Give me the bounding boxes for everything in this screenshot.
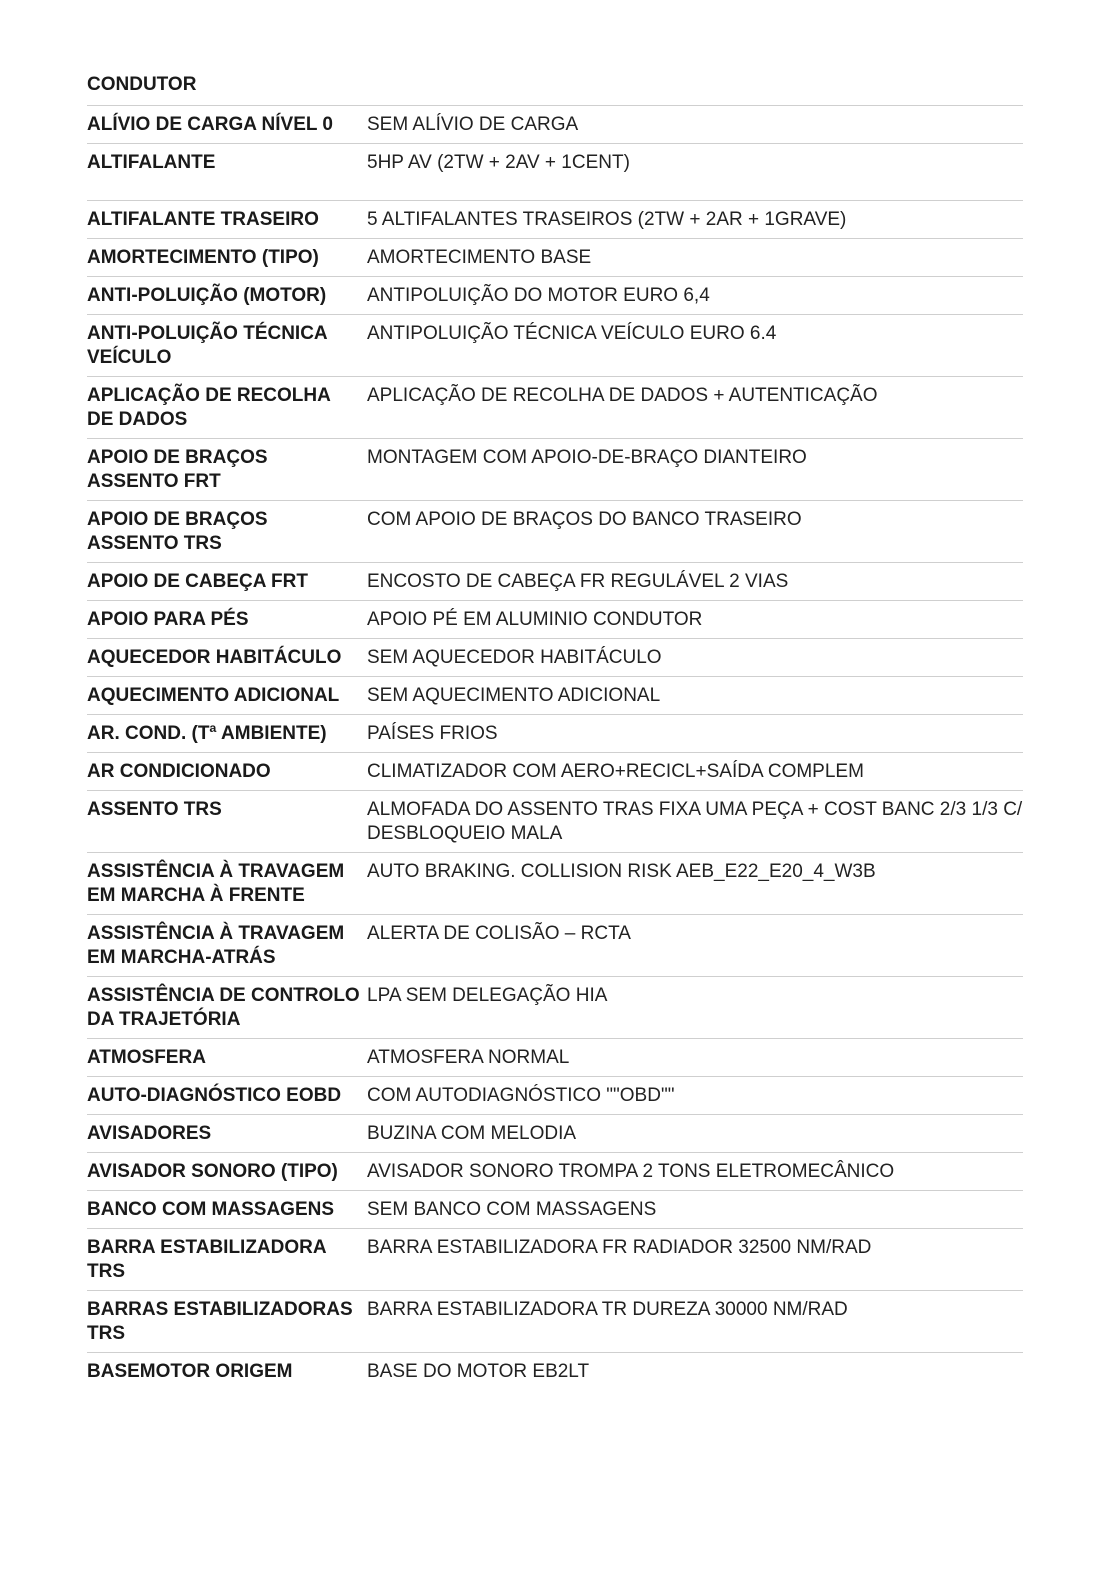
spec-value: PAÍSES FRIOS bbox=[367, 715, 1023, 753]
spec-row bbox=[87, 1153, 1023, 1191]
spec-row bbox=[87, 1039, 1023, 1077]
spec-value: APLICAÇÃO DE RECOLHA DE DADOS + AUTENTICAÇÃO bbox=[367, 377, 1023, 439]
spec-row bbox=[87, 563, 1023, 601]
spec-label: APOIO DE BRAÇOS ASSENTO TRS bbox=[87, 501, 367, 563]
spec-row bbox=[87, 677, 1023, 715]
spec-value: ENCOSTO DE CABEÇA FR REGULÁVEL 2 VIAS bbox=[367, 563, 1023, 601]
spec-row bbox=[87, 853, 1023, 915]
spec-row bbox=[87, 601, 1023, 639]
spec-row bbox=[87, 915, 1023, 977]
spec-value: ATMOSFERA NORMAL bbox=[367, 1039, 1023, 1077]
spec-row bbox=[87, 1291, 1023, 1353]
spec-label: BANCO COM MASSAGENS bbox=[87, 1191, 367, 1229]
spec-label: AUTO-DIAGNÓSTICO EOBD bbox=[87, 1077, 367, 1115]
spec-label: ATMOSFERA bbox=[87, 1039, 367, 1077]
spec-row bbox=[87, 277, 1023, 315]
spec-row bbox=[87, 1191, 1023, 1229]
spec-row bbox=[87, 106, 1023, 144]
spec-row bbox=[87, 977, 1023, 1039]
spec-row bbox=[87, 639, 1023, 677]
spec-label: AQUECEDOR HABITÁCULO bbox=[87, 639, 367, 677]
spec-label: AVISADORES bbox=[87, 1115, 367, 1153]
spec-label: ASSENTO TRS bbox=[87, 791, 367, 853]
spec-row bbox=[87, 239, 1023, 277]
spec-label: AR CONDICIONADO bbox=[87, 753, 367, 791]
spec-row bbox=[87, 753, 1023, 791]
spec-label: APLICAÇÃO DE RECOLHA DE DADOS bbox=[87, 377, 367, 439]
spec-label: ASSISTÊNCIA À TRAVAGEM EM MARCHA À FRENTE bbox=[87, 853, 367, 915]
spec-label: APOIO DE BRAÇOS ASSENTO FRT bbox=[87, 439, 367, 501]
spec-label: AQUECIMENTO ADICIONAL bbox=[87, 677, 367, 715]
spec-table bbox=[87, 106, 1023, 1390]
spec-value: BARRA ESTABILIZADORA FR RADIADOR 32500 NM/RAD bbox=[367, 1229, 1023, 1291]
spec-value: AUTO BRAKING. COLLISION RISK AEB_E22_E20_4_W3B bbox=[367, 853, 1023, 915]
spec-label: AMORTECIMENTO (TIPO) bbox=[87, 239, 367, 277]
spec-label: ANTI-POLUIÇÃO TÉCNICA VEÍCULO bbox=[87, 315, 367, 377]
spec-value: ALMOFADA DO ASSENTO TRAS FIXA UMA PEÇA + COST BANC 2/3 1/3 C/ DESBLOQUEIO MALA bbox=[367, 791, 1023, 853]
spec-sheet bbox=[87, 73, 1023, 1390]
spec-label: ASSISTÊNCIA DE CONTROLO DA TRAJETÓRIA bbox=[87, 977, 367, 1039]
spec-label: BARRA ESTABILIZADORA TRS bbox=[87, 1229, 367, 1291]
spec-value: APOIO PÉ EM ALUMINIO CONDUTOR bbox=[367, 601, 1023, 639]
spec-row bbox=[87, 315, 1023, 377]
spec-label: AR. COND. (Tª AMBIENTE) bbox=[87, 715, 367, 753]
spec-label: ALTIFALANTE TRASEIRO bbox=[87, 201, 367, 239]
spec-value: CLIMATIZADOR COM AERO+RECICL+SAÍDA COMPLEM bbox=[367, 753, 1023, 791]
spec-value: 5HP AV (2TW + 2AV + 1CENT) bbox=[367, 144, 1023, 201]
spec-value: MONTAGEM COM APOIO-DE-BRAÇO DIANTEIRO bbox=[367, 439, 1023, 501]
spec-label: APOIO PARA PÉS bbox=[87, 601, 367, 639]
spec-row bbox=[87, 1353, 1023, 1391]
spec-label: ALÍVIO DE CARGA NÍVEL 0 bbox=[87, 106, 367, 144]
spec-row bbox=[87, 377, 1023, 439]
spec-label: ANTI-POLUIÇÃO (MOTOR) bbox=[87, 277, 367, 315]
spec-table-body bbox=[87, 106, 1023, 1390]
spec-row bbox=[87, 144, 1023, 201]
spec-row bbox=[87, 201, 1023, 239]
spec-label: ALTIFALANTE bbox=[87, 144, 367, 201]
spec-label: APOIO DE CABEÇA FRT bbox=[87, 563, 367, 601]
spec-row bbox=[87, 1229, 1023, 1291]
spec-row bbox=[87, 439, 1023, 501]
spec-row bbox=[87, 501, 1023, 563]
spec-value: BARRA ESTABILIZADORA TR DUREZA 30000 NM/RAD bbox=[367, 1291, 1023, 1353]
spec-value: SEM AQUECIMENTO ADICIONAL bbox=[367, 677, 1023, 715]
spec-row bbox=[87, 1077, 1023, 1115]
spec-value: ANTIPOLUIÇÃO DO MOTOR EURO 6,4 bbox=[367, 277, 1023, 315]
spec-value: SEM BANCO COM MASSAGENS bbox=[367, 1191, 1023, 1229]
spec-row bbox=[87, 1115, 1023, 1153]
spec-label: BASEMOTOR ORIGEM bbox=[87, 1361, 293, 1382]
section-title: CONDUTOR bbox=[87, 73, 1023, 106]
spec-value: BUZINA COM MELODIA bbox=[367, 1115, 1023, 1153]
spec-value: LPA SEM DELEGAÇÃO HIA bbox=[367, 977, 1023, 1039]
spec-row bbox=[87, 715, 1023, 753]
spec-value: AMORTECIMENTO BASE bbox=[367, 239, 1023, 277]
spec-value: 5 ALTIFALANTES TRASEIROS (2TW + 2AR + 1GRAVE) bbox=[367, 201, 1023, 239]
spec-value: COM APOIO DE BRAÇOS DO BANCO TRASEIRO bbox=[367, 501, 1023, 563]
spec-label: BARRAS ESTABILIZADORAS TRS bbox=[87, 1291, 367, 1353]
spec-value: COM AUTODIAGNÓSTICO ""OBD"" bbox=[367, 1077, 1023, 1115]
spec-value: AVISADOR SONORO TROMPA 2 TONS ELETROMECÂNICO bbox=[367, 1153, 1023, 1191]
spec-value: ALERTA DE COLISÃO – RCTA bbox=[367, 915, 1023, 977]
spec-value: SEM AQUECEDOR HABITÁCULO bbox=[367, 639, 1023, 677]
spec-value: ANTIPOLUIÇÃO TÉCNICA VEÍCULO EURO 6.4 bbox=[367, 315, 1023, 377]
spec-value: SEM ALÍVIO DE CARGA bbox=[367, 106, 1023, 144]
spec-label: AVISADOR SONORO (TIPO) bbox=[87, 1153, 367, 1191]
spec-value: BASE DO MOTOR EB2LT bbox=[367, 1361, 590, 1382]
spec-row bbox=[87, 791, 1023, 853]
spec-label: ASSISTÊNCIA À TRAVAGEM EM MARCHA-ATRÁS bbox=[87, 915, 367, 977]
